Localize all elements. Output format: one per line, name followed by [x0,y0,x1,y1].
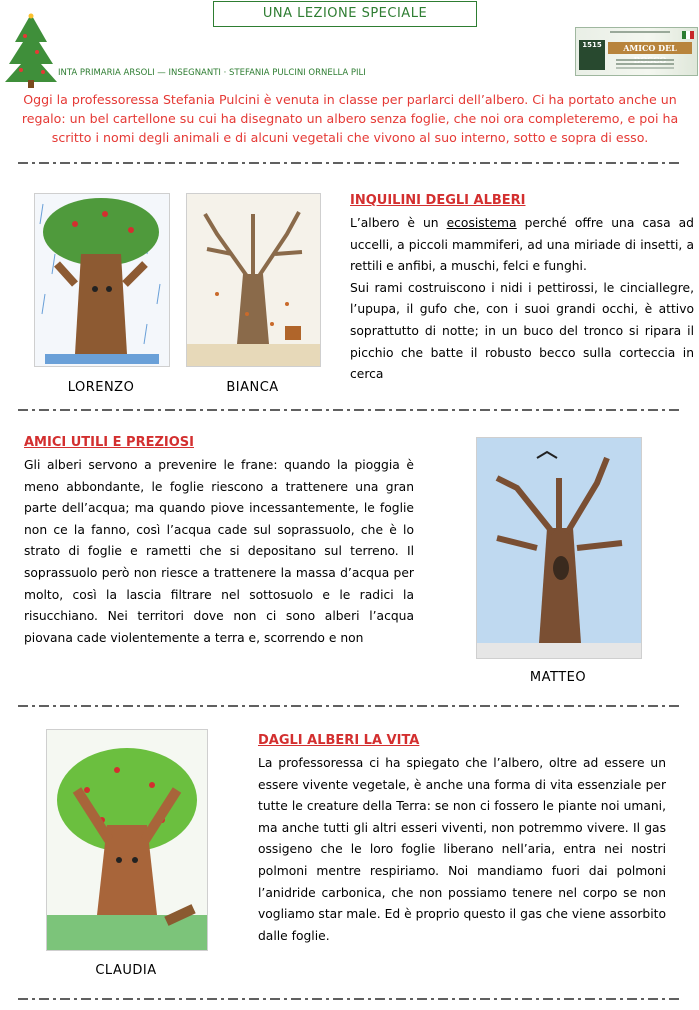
page-title: UNA LEZIONE SPECIALE [213,1,477,27]
divider [18,702,683,710]
caption-bianca: BIANCA [226,380,279,395]
christmas-tree-icon [3,12,59,88]
divider [18,159,683,167]
text-inquilini [350,213,694,413]
caption-matteo: MATTEO [529,670,587,685]
flag-icon [682,31,694,39]
divider [18,406,683,414]
text-inquilini-p1b: perché offre una casa ad uccelli, a piccoli mammiferi, ad una miriade di insetti, a rettili e anfibi, a muschi, felci e funghi. [350,216,694,274]
heading-inquilini: INQUILINI DEGLI ALBERI [350,193,526,208]
drawing-lorenzo [34,193,170,367]
text-inquilini-p2: Sui rami costruiscono i nidi i pettirossi, le cinciallegre, l’upupa, il gufo che, con i suoi grandi occhi, è attivo soprattutto di notte; in un buco del tronco si ripara il picchio che batte il robusto becco sulla corteccia in cerca [350,280,694,382]
intro-text: Oggi la professoressa Stefania Pulcini è venuta in classe per parlarci dell’albero. Ci ha portato anche un regalo: un bel cartellone su cui ha disegnato un albero senza foglie, che noi ora completeremo, e poi ha scritto i nomi degli animali e di alcuni vegetali che vivono al suo interno, sotto e sopra di esso. [21,92,679,145]
text-dagli-alberi: La professoressa ci ha spiegato che l’albero, oltre ad essere un essere vivente vegetale, è anche una forma di vita essenziale per tutte le creature della Terra: se non ci fossero le piante noi umani, ma anche tutti gli altri esseri viventi, non potremmo vivere. Il gas ossigeno che le loro foglie liberano nell’aria, entra nei nostri polmoni mentre respiriamo. Noi mandiamo fuori dai polmoni l’anidride carbonica, che non possiamo tenere nel corpo se non vogliamo star male. Ed è proprio questo il gas che viene assorbito dalle foglie. [258,756,666,943]
school-line: INTA PRIMARIA ARSOLI — INSEGNANTI · STEFANIA PULCINI ORNELLA PILI [58,68,366,78]
caption-claudia: CLAUDIA [95,963,157,978]
amico-del-bosco-logo [575,27,698,76]
caption-lorenzo: LORENZO [67,380,135,395]
drawing-bianca [186,193,321,367]
logo-badge: 1515 [579,40,605,70]
logo-brand: AMICO DEL [608,42,692,54]
keyword-ecosistema: ecosistema [446,216,517,230]
text-amici: Gli alberi servono a prevenire le frane: quando la pioggia è meno abbondante, le foglie riescono a trattenere una gran parte dell’acqua; ma quando piove incessantemente, le foglie non ce la fanno, così l’acqua cade sul soprassuolo, che è lo strato di foglie e rametti che si depositano sul terreno. Il soprassuolo però non riesce a trattenere la massa d’acqua per molto, così la lascia filtrare nel sottosuolo e le radici la risucchiano. Nei territori dove non ci sono alberi l’acqua piovana cade violentemente a terra e, scorrendo e non [24,458,414,645]
divider [18,995,683,1003]
drawing-claudia [46,729,208,951]
drawing-matteo [476,437,642,659]
text-inquilini-p1a: L’albero è un [350,216,447,230]
heading-dagli-alberi: DAGLI ALBERI LA VITA [258,733,420,748]
heading-amici: AMICI UTILI E PREZIOSI [24,435,194,450]
